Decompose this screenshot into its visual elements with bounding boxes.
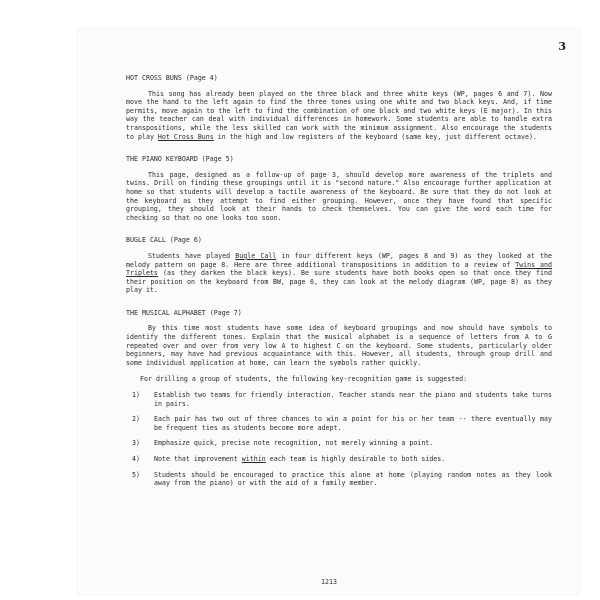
underlined-word-within: within <box>241 455 266 463</box>
game-rules-list <box>126 391 552 488</box>
section-heading-musical-alphabet: THE MUSICAL ALPHABET (Page 7) <box>126 308 242 317</box>
paragraph-hot-cross-buns <box>126 90 552 142</box>
paragraph-bugle-call <box>126 252 552 295</box>
text-run: in the high and low registers of the keyboard (same key, just different octave). <box>213 132 537 141</box>
page-footer-number: 1213 <box>321 578 337 586</box>
section-heading-bugle-call: BUGLE CALL (Page 6) <box>126 236 202 245</box>
list-item <box>126 471 552 488</box>
list-item <box>126 391 552 408</box>
text-run: (as they darken the black keys). Be sure students have both books open so that once they find their position on the keyboard from BW, page 6, they can look at the melody diagram (WP, page 8) as they play it. <box>126 269 552 295</box>
list-item-number: 2) <box>132 415 140 424</box>
paragraph-musical-alphabet <box>126 324 552 367</box>
list-item-number: 4) <box>132 455 140 463</box>
text-run: This page, designed as a follow-up of page 3, should develop more awareness of the triplets and twins. Drill on finding these groupings until it is "second nature." Also encourage further application at home so that students will develop a tactile awareness of the keyboard. Be sure that they do not look at the keyboard as they attempt to find either grouping. However, once they have found that specific grouping, they should look at their hands to check themselves. You can give the word each time for checking so that no one looks too soon. <box>126 170 552 222</box>
text-run: Emphasize quick, precise note recognition, not merely winning a point. <box>154 439 434 448</box>
underlined-title-bugle-call: Bugle Call <box>235 251 277 260</box>
text-run: each team is highly desirable to both sides. <box>265 455 446 463</box>
text-run: Students have played <box>148 251 236 260</box>
paragraph-piano-keyboard <box>126 171 552 223</box>
text-run: in four different keys (WP, pages 8 and 9) as they looked at the melody pattern on page 8. Here are three additional transpositions in addition to a review of <box>126 251 552 269</box>
list-item <box>126 415 552 432</box>
underlined-title-hot-cross-buns: Hot Cross Buns <box>157 132 214 141</box>
list-item-number: 1) <box>132 391 140 400</box>
document-body <box>126 74 552 495</box>
page-number: 3 <box>558 40 566 53</box>
text-run: Establish two teams for friendly interaction. Teacher stands near the piano and students take turns in pairs. <box>154 391 552 408</box>
text-run: By this time most students have some idea of keyboard groupings and now should have symbols to identify the different tones. Explain that the musical alphabet is a sequence of letters from A to G repeated over and over from very low A to highest C on the keyboard. Some students, particularly older beginners, may have had previous acquaintance with this. However, all students, through group drill and some individual application at home, can learn the symbols rather quickly. <box>126 324 552 367</box>
text-run: Each pair has two out of three chances to win a point for his or her team -- there eventually may be frequent ties as students become more adept. <box>154 415 552 432</box>
list-item <box>126 439 552 448</box>
list-intro: For drilling a group of students, the following key-recognition game is suggested: <box>140 375 468 384</box>
text-run: This song has already been played on the three black and three white keys (WP, pages 6 and 7). Now move the hand to the left again to find the three tones using one white and two black keys. And, if time permits, move again to the left to find the combination of one black and two white keys (E major). In this way the teacher can deal with individual differences in homework. Some students are able to handle extra transpositions, while the less skilled can work with the minimum assignment. Also encourage the students to play <box>126 89 552 141</box>
section-heading-hot-cross-buns: HOT CROSS BUNS (Page 4) <box>126 74 218 82</box>
text-run: Note that improvement <box>154 455 242 463</box>
underlined-title-twins-and-triplets: Twins and Triplets <box>126 260 552 278</box>
text-run: Students should be encouraged to practice this alone at home (playing random notes as they look away from the piano) or with the aid of a family member. <box>154 470 552 488</box>
document-page <box>78 28 580 594</box>
list-item-number: 5) <box>132 470 140 479</box>
list-item <box>126 455 552 464</box>
section-heading-piano-keyboard: THE PIANO KEYBOARD (Page 5) <box>126 155 234 164</box>
list-item-number: 3) <box>132 439 140 448</box>
